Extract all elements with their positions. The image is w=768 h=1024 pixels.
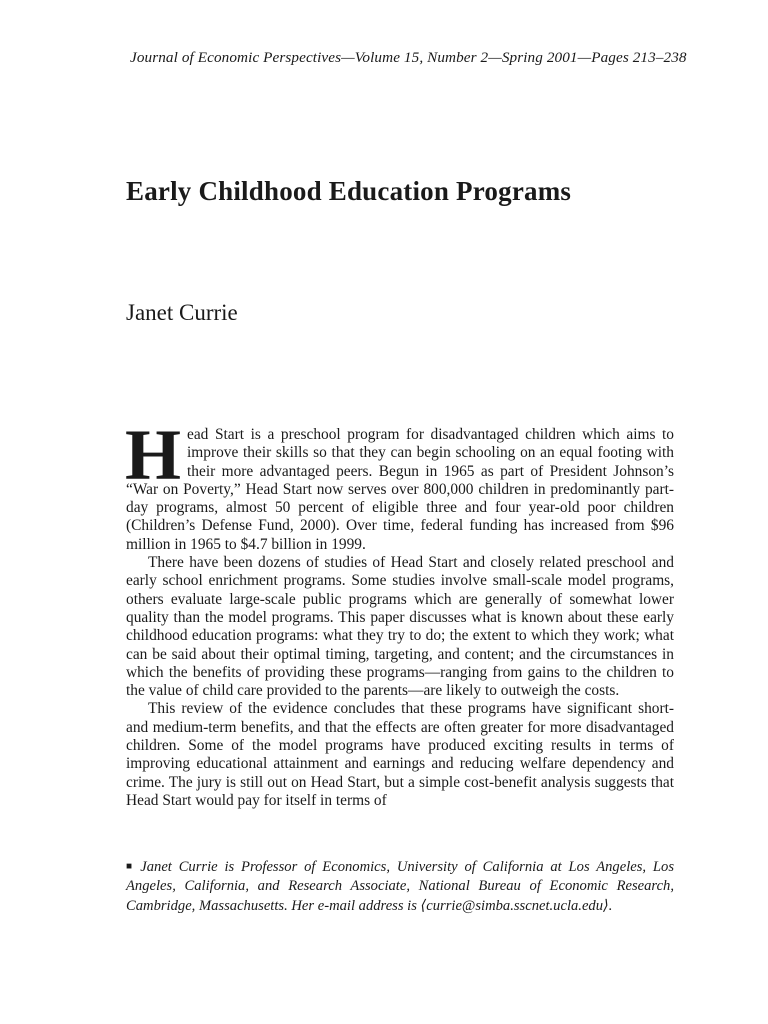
body-paragraph-1-text: ead Start is a preschool program for disadvantaged children which aims to improve their skills so that they can begin schooling on an equal footing with their more advantaged peers. Begun in 1965 as part of President Johnson’s “War on Poverty,” Head Start now serves over 800,000 children in predominantly part-day programs, almost 50 percent of eligible three and four year-old poor children (Children’s Defense Fund, 2000). Over time, federal funding has increased from $96 million in 1965 to $4.7 billion in 1999. bbox=[126, 426, 674, 553]
body-paragraph-2: There have been dozens of studies of Head Start and closely related preschool and early school enrichment programs. Some studies involve small-scale model programs, others evaluate large-scale public programs which are generally of somewhat lower quality than the model programs. This paper discusses what is known about these early childhood education programs: what they try to do; the extent to which they work; what can be said about their optimal timing, targeting, and content; and the circumstances in which the benefits of providing these programs—ranging from gains to the children to the value of child care provided to the parents—are likely to outweigh the costs. bbox=[126, 554, 674, 700]
body-paragraph-3: This review of the evidence concludes that these programs have significant short- and medium-term benefits, and that the effects are often greater for more disadvantaged children. Some of the model programs have produced exciting results in terms of improving educational attainment and earnings and reducing welfare dependency and crime. The jury is still out on Head Start, but a simple cost-benefit analysis suggests that Head Start would pay for itself in terms of bbox=[126, 700, 674, 809]
drop-cap: H bbox=[125, 415, 182, 495]
article-title: Early Childhood Education Programs bbox=[126, 176, 572, 206]
article-body bbox=[125, 415, 674, 810]
footnote-marker: ■ bbox=[126, 861, 136, 872]
footnote-text: Janet Currie is Professor of Economics, University of California at Los Angeles, Los Angeles, California, and Research Associate, National Bureau of Economic Research, Cambridge, Massachusetts. Her e-mail address is ⟨currie@simba.sscnet.ucla.edu⟩. bbox=[126, 859, 674, 914]
author-footnote bbox=[126, 857, 674, 916]
article-author: Janet Currie bbox=[126, 300, 238, 325]
running-head: Journal of Economic Perspectives—Volume 15, Number 2—Spring 2001—Pages 213–238 bbox=[130, 49, 687, 66]
body-paragraph-1 bbox=[125, 415, 674, 554]
